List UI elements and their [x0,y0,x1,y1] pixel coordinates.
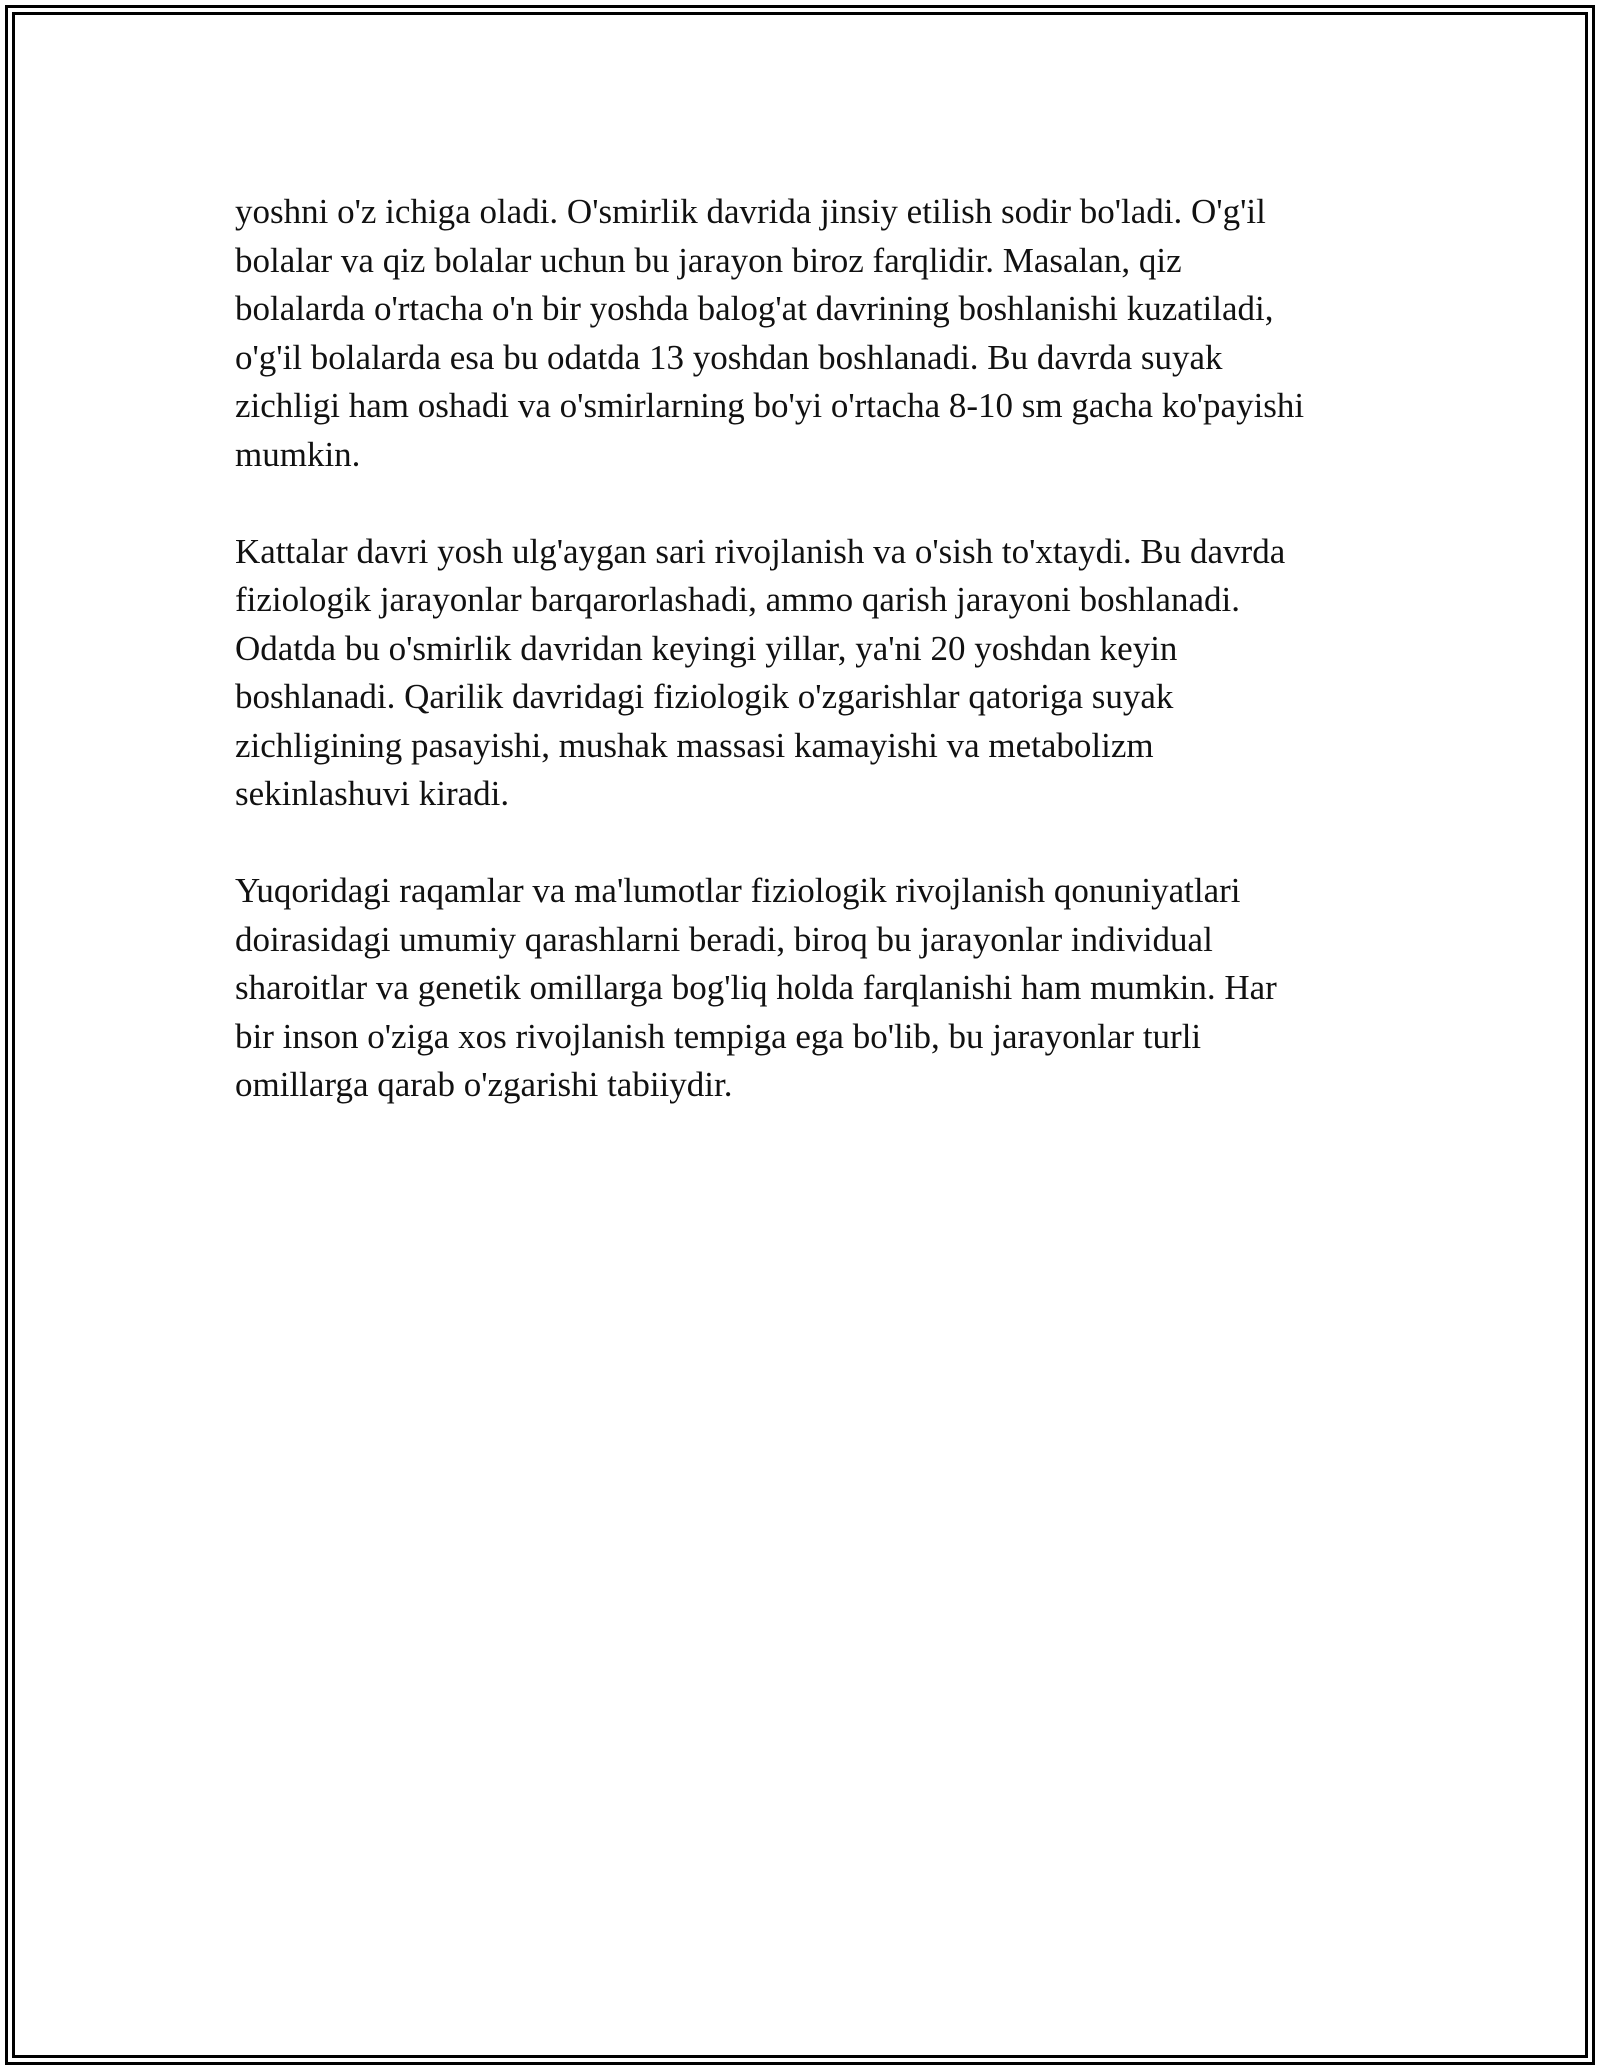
text-line: bolalarda o'rtacha o'n bir yoshda balog'at davrining boshlanishi kuzatiladi, [235,289,1274,328]
text-line: mumkin. [235,434,361,474]
text-line: o'g'il bolalarda esa bu odatda 13 yoshdan boshlanadi. Bu davrda suyak [235,337,1223,377]
text-line: sekinlashuvi kiradi. [235,774,510,813]
text-line: Odatda bu o'smirlik davridan keyingi yillar, ya'ni 20 yoshdan keyin [235,628,1178,668]
text-line: yoshni o'z ichiga oladi. O'smirlik davrida jinsiy etilish sodir bo'ladi. O'g'il [235,192,1266,231]
text-line: bolalar va qiz bolalar uchun bu jarayon biroz farqlidir. Masalan, qiz [235,240,1182,280]
text-line: bir inson o'ziga xos rivojlanish tempiga ega bo'lib, bu jarayonlar turli [235,1016,1202,1056]
paragraph-3 [235,867,1365,1110]
text-line: zichligining pasayishi, mushak massasi kamayishi va metabolizm [235,725,1154,765]
text-line: Yuqoridagi raqamlar va ma'lumotlar fiziologik rivojlanish qonuniyatlari [235,871,1241,910]
text-line: zichligi ham oshadi va o'smirlarning bo'yi o'rtacha 8-10 sm gacha ko'payishi [235,386,1305,425]
text-line: boshlanadi. Qarilik davridagi fiziologik o'zgarishlar qatoriga suyak [235,677,1174,716]
text-line: doirasidagi umumiy qarashlarni beradi, biroq bu jarayonlar individual [235,919,1213,959]
text-line: sharoitlar va genetik omillarga bog'liq holda farqlanishi ham mumkin. Har [235,968,1277,1007]
text-line: Kattalar davri yosh ulg'aygan sari rivojlanish va o'sish to'xtaydi. Bu davrda [235,531,1286,571]
document-body [235,188,1365,1158]
paragraph-1 [235,188,1365,479]
text-line: fiziologik jarayonlar barqarorlashadi, ammo qarish jarayoni boshlanadi. [235,580,1240,619]
paragraph-2 [235,528,1365,819]
text-line: omillarga qarab o'zgarishi tabiiydir. [235,1065,733,1104]
